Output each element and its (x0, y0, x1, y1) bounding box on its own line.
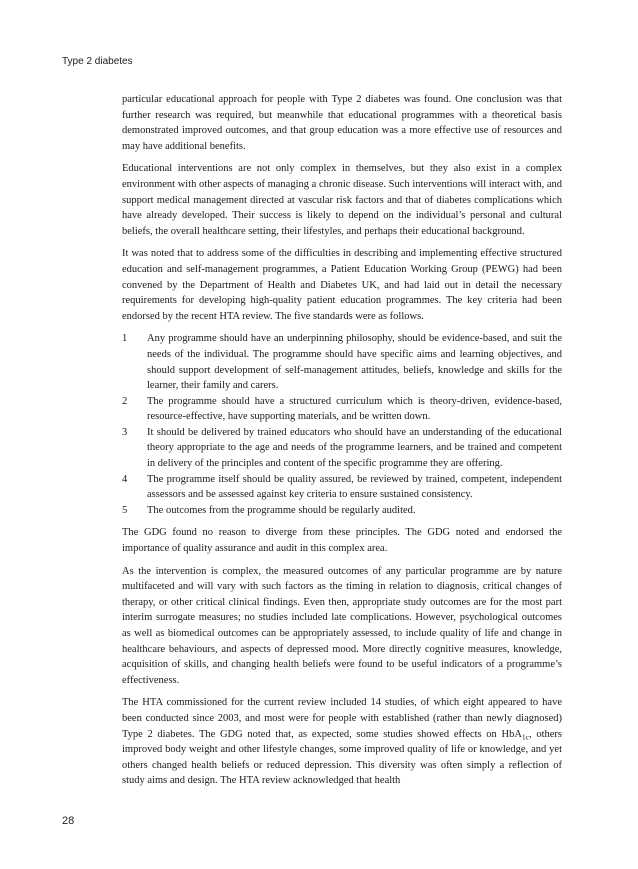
standard-text: The programme itself should be quality assured, be reviewed by trained, competent, independent assessors and be assessed against key criteria to ensure sustained consistency. (147, 473, 562, 501)
paragraph-4: The GDG found no reason to diverge from these principles. The GDG noted and endorsed the importance of quality assurance and audit in this complex area. (122, 527, 562, 555)
standard-item (122, 331, 562, 393)
standard-item (122, 425, 562, 472)
standard-text: It should be delivered by trained educators who should have an understanding of the educational theory appropriate to the age and needs of the programme learners, and be trained and competent in delivery of the principles and content of the specific programme they are offering. (147, 426, 562, 470)
standard-text: The outcomes from the programme should be regularly audited. (147, 504, 416, 516)
standard-number: 5 (122, 504, 128, 516)
standard-text: The programme should have a structured curriculum which is theory-driven, evidence-based, resource-effective, have supporting materials, and be written down. (147, 395, 562, 423)
standard-item (122, 394, 562, 425)
paragraph-6 (122, 695, 562, 789)
paragraph-5: As the intervention is complex, the measured outcomes of any particular programme are by nature multifaceted and will vary with such factors as the timing in relation to diagnosis, critical changes of therapy, or other critical clinical findings. Even then, appropriate study outcomes are for the most part interim surrogate measures; no studies included late complications. However, psychological outcomes as well as biomedical outcomes can be appropriately assessed, to include quality of life and change in healthcare behaviours, and aspects of depressed mood. More directly cognitive measures, knowledge, acquisition of skills, and changing health beliefs were found to be useful indicators of a programme’s effectiveness. (122, 565, 562, 686)
body-text (122, 92, 562, 796)
standard-item (122, 472, 562, 503)
standards-list (122, 331, 562, 518)
page-number: 28 (62, 815, 75, 827)
standard-number: 3 (122, 426, 128, 438)
standard-number: 1 (122, 333, 128, 345)
paragraph-3: It was noted that to address some of the difficulties in describing and implementing effective structured education and self-management programmes, a Patient Education Working Group (PEWG) had been convened by the Department of Health and Diabetes UK, and had laid out in detail the necessary requirements for developing high-quality patient education programmes. The key criteria had been endorsed by the recent HTA review. The five standards were as follows. (122, 248, 562, 322)
standard-number: 4 (122, 473, 128, 485)
paragraph-6-part-2: , others improved body weight and other lifestyle changes, some improved quality of life or knowledge, and yet others changed health beliefs or reduced depression. This diversity was often simply a reflection of study aims and design. The HTA review acknowledged that health (122, 728, 562, 787)
hba1c-subscript: 1c (521, 731, 530, 741)
standard-number: 2 (122, 395, 128, 407)
paragraph-6-part-1: The HTA commissioned for the current review included 14 studies, of which eight appeared to have been conducted since 2003, and most were for people with established (rather than newly diagnosed) Type 2 diabetes. The GDG noted that, as expected, some studies showed effects on HbA (122, 697, 562, 740)
standard-text: Any programme should have an underpinning philosophy, should be evidence-based, and suit the needs of the individual. The programme should have specific aims and learning objectives, and should support development of self-management attitudes, beliefs, knowledge and skills for the learner, their family and carers. (147, 333, 562, 392)
standard-item (122, 503, 562, 519)
paragraph-2: Educational interventions are not only complex in themselves, but they also exist in a complex environment with other aspects of managing a chronic disease. Such interventions will interact with, and support medical management directed at vascular risk factors and that of diabetes complications which have already developed. Their success is likely to depend on the individual’s personal and cultural beliefs, the overall healthcare setting, their lifestyles, and perhaps their educational background. (122, 163, 562, 237)
paragraph-1: particular educational approach for people with Type 2 diabetes was found. One conclusion was that further research was required, but meanwhile that educational programmes with a theoretical basis demonstrated improved outcomes, and that group education was a more effective use of resources and may have additional benefits. (122, 94, 562, 152)
running-header: Type 2 diabetes (62, 56, 133, 67)
